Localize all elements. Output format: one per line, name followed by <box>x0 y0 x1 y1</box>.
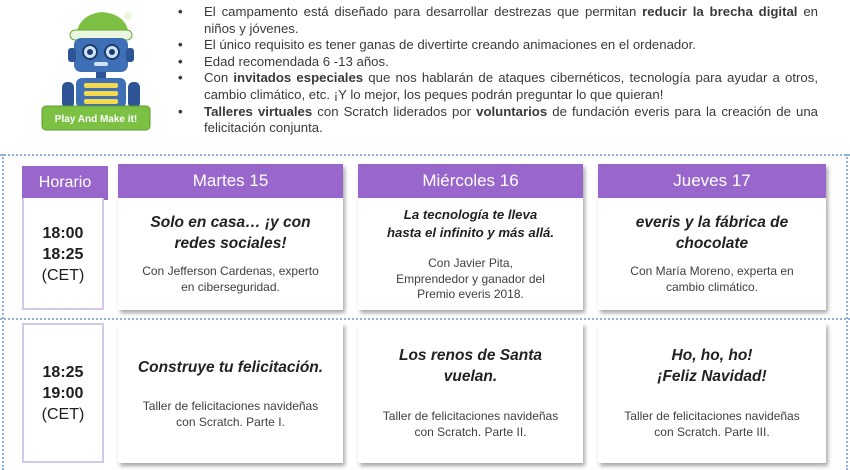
session-card-martes-1 <box>118 198 343 310</box>
middle-dotted-divider <box>0 318 850 320</box>
intro-bullet-item <box>178 37 818 54</box>
timezone: (CET) <box>41 266 85 284</box>
session-card-jueves-2 <box>598 323 826 463</box>
bullet-icon: • <box>178 37 183 53</box>
bullet-text: El campamento está diseñado para desarrollar destrezas que permitan <box>204 4 643 19</box>
header-day-jueves: Jueves 17 <box>598 164 826 198</box>
session-description: Taller de felicitaciones navideñas con Scratch. Parte III. <box>624 409 800 439</box>
session-title: everis y la fábrica de chocolate <box>635 214 789 252</box>
bullet-icon: • <box>178 4 183 19</box>
bullet-text-bold: reducir la brecha digital <box>642 4 798 19</box>
right-dotted-border <box>846 154 848 470</box>
bullet-text: El único requisito es tener ganas de divertirte creando animaciones en el ordenador. <box>204 37 696 53</box>
top-dotted-divider <box>0 154 850 156</box>
session-title: Solo en casa… ¡y con redes sociales! <box>150 214 311 252</box>
bullet-icon: • <box>178 53 183 69</box>
session-card-miercoles-2 <box>358 323 583 463</box>
session-card-martes-2 <box>118 323 343 463</box>
play-and-make-it-robot-logo <box>40 6 152 134</box>
bullet-text: Con <box>204 70 234 86</box>
time-end: 18:25 <box>42 245 84 263</box>
intro-bullet-item <box>178 70 818 103</box>
session-title: Los renos de Santa vuelan. <box>399 347 542 385</box>
bullet-text: que nos hablarán de ataques cibernéticos, tecnología para ayudar a otros, cambio climático, etc. ¡Y lo mejor, los peques podrán preguntar lo que quieran! <box>204 70 819 102</box>
session-description: Taller de felicitaciones navideñas con Scratch. Parte I. <box>142 399 319 429</box>
bullet-text-bold: voluntarios <box>476 103 548 119</box>
bullet-text: de fundación everis para la creación de una felicitación conjunta. <box>204 103 819 136</box>
bullet-text: en niños y jóvenes. <box>204 4 818 36</box>
session-card-miercoles-1 <box>358 198 583 310</box>
header-day-martes: Martes 15 <box>118 164 343 198</box>
time-slot-2 <box>22 323 104 463</box>
intro-bullet-item <box>178 104 818 137</box>
session-title: La tecnología te lleva hasta el infinito y más allá. <box>386 207 555 240</box>
logo-text: Play And Make it! <box>54 114 138 125</box>
time-end: 19:00 <box>42 384 84 402</box>
intro-bullet-item <box>178 4 818 37</box>
timezone: (CET) <box>41 405 85 423</box>
bullet-icon: • <box>178 70 183 86</box>
intro-bullet-item <box>178 54 818 71</box>
time-start: 18:25 <box>42 363 84 381</box>
session-title: Ho, ho, ho! ¡Feliz Navidad! <box>657 347 767 385</box>
session-description: Taller de felicitaciones navideñas con Scratch. Parte II. <box>382 409 559 439</box>
session-description: Con Javier Pita, Emprendedor y ganador del Premio everis 2018. <box>396 256 545 301</box>
bullet-text: Edad recomendada 6 -13 años. <box>204 53 389 69</box>
left-dotted-border <box>2 154 4 470</box>
header-day-miercoles: Miércoles 16 <box>358 164 583 198</box>
time-start: 18:00 <box>42 224 84 242</box>
bullet-text-bold: Talleres virtuales <box>204 103 313 119</box>
session-title: Construye tu felicitación. <box>137 359 324 376</box>
session-description: Con María Moreno, experta en cambio climático. <box>630 264 794 294</box>
intro-bullet-list <box>178 4 818 137</box>
header-horario: Horario <box>22 166 108 200</box>
bullet-text: con Scratch liderados por <box>312 103 477 119</box>
bullet-icon: • <box>178 103 183 119</box>
time-slot-1 <box>22 198 104 310</box>
session-card-jueves-1 <box>598 198 826 310</box>
session-description: Con Jefferson Cardenas, experto en ciberseguridad. <box>142 264 319 294</box>
bullet-text-bold: invitados especiales <box>233 70 364 86</box>
